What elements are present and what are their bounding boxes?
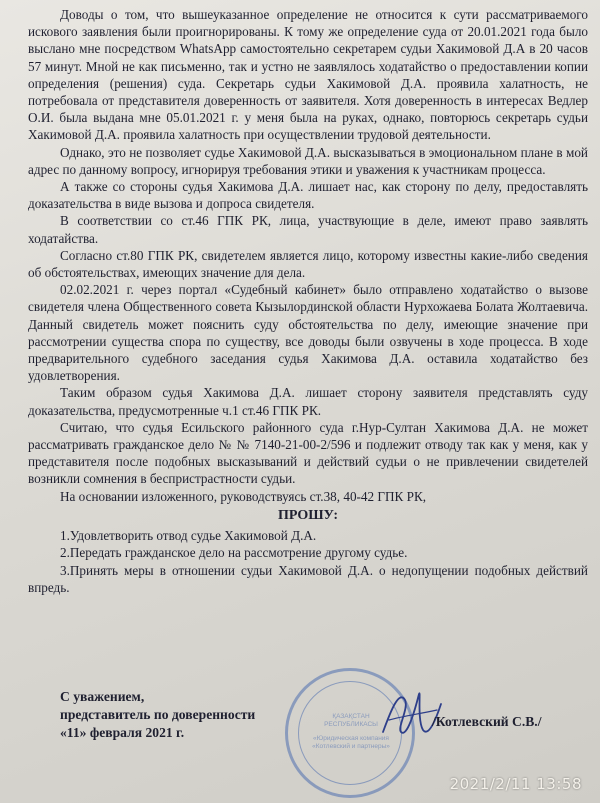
stamp-center-text: «Юридическая компания «Котлевский и партнеры» — [312, 735, 390, 750]
request-item: 2.Передать гражданское дело на рассмотрение другому судье. — [60, 545, 408, 561]
document-body — [28, 6, 588, 596]
stamp-ring-text: ҚАЗАҚСТАН РЕСПУБЛИКАСЫ — [324, 713, 378, 728]
paragraph: А также со стороны судья Хакимова Д.А. лишает нас, как сторону по делу, предоставлять доказательства в виде вызова и допроса свидетеля. — [28, 179, 588, 212]
paragraph: Считаю, что судья Есильского районного суда г.Нур-Султан Хакимова Д.А. не может рассматривать гражданское дело № № 7140-21-00-2/596 и подлежит отводу так как у меня, как у представителя после подобных высказываний и действий судьи о не привлечении свидетелей возникли сомнения в беспристрастности судьи. — [28, 419, 588, 487]
paragraph: На основании изложенного, руководствуясь ст.38, 40-42 ГПК РК, — [60, 488, 427, 504]
paragraph: 02.02.2021 г. через портал «Судебный кабинет» было отправлено ходатайство о вызове свидетеля члена Общественного совета Кызылординской области Нурхожаева Болата Жолтаевича. Данный свидетель может пояснить суду обстоятельства по делу, имеющие значение при рассмотрении существа спора по существу, все доводы были озвучены в ходе процесса. В ходе предварительного судебного заседания судья Хакимова Д.А. оставила ходатайство без удовлетворения. — [28, 282, 588, 384]
paragraph: Однако, это не позволяет судье Хакимовой Д.А. высказываться в эмоциональном плане в мой адрес по данному вопросу, игнорируя требования этики и уважения к участникам процесса. — [28, 144, 588, 177]
date-line: «11» февраля 2021 г. — [60, 725, 185, 740]
signer-name: /Котлевский С.В./ — [432, 714, 542, 729]
paragraph: Согласно ст.80 ГПК РК, свидетелем является лицо, которому известны какие-либо сведения об обстоятельствах, имеющих значение для дела. — [28, 247, 588, 281]
request-heading: ПРОШУ: — [277, 507, 339, 523]
request-item: 3.Принять меры в отношении судьи Хакимовой Д.А. о недопущении подобных действий впредь. — [28, 562, 588, 595]
representative-line: представитель по доверенности — [60, 707, 256, 722]
signature-block — [60, 688, 255, 742]
request-item: 1.Удовлетворить отвод судье Хакимовой Д.А. — [60, 528, 317, 544]
photo-timestamp: 2021/2/11 13:58 — [449, 775, 582, 793]
paragraph: Таким образом судья Хакимова Д.А. лишает сторону заявителя представлять суду доказательства, предусмотренные ч.1 ст.46 ГПК РК. — [28, 385, 588, 418]
paragraph: Доводы о том, что вышеуказанное определение не относится к сути рассматриваемого искового заявления были проигнорированы. К тому же определение суда от 20.01.2021 года было выслано мне посредством WhatsApp самостоятельно секретарем судьи Хакимовой Д.А в 20 часов 57 минут. Мной не как письменно, так и устно не заявлялось ходатайство о предоставлении копии определения (решения) суда. Секретарь судьи Хакимовой Д.А. проявила халатность, не потребовала от представителя доверенность от заявителя. Хотя доверенность в интересах Ведлер О.И. была выдана мне 05.01.2021 г. у меня была на руках, однако, повторюсь секретарь судьи Хакимовой Д.А. проявила халатность при осуществлении трудовой деятельности. — [28, 7, 588, 143]
closing-line: С уважением, — [60, 689, 145, 704]
paragraph: В соответствии со ст.46 ГПК РК, лица, участвующие в деле, имеют право заявлять ходатайства. — [28, 213, 588, 246]
